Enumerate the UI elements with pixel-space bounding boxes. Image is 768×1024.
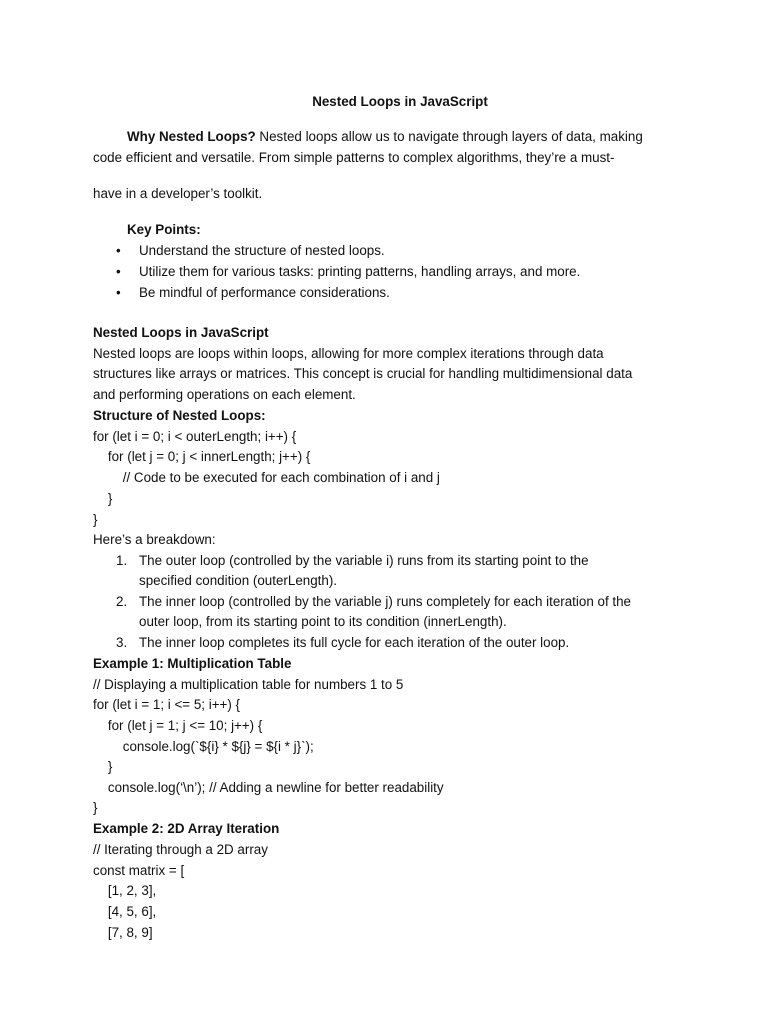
structure-heading: Structure of Nested Loops: bbox=[93, 408, 266, 423]
bullet-dot: • bbox=[116, 243, 121, 258]
section-heading: Nested Loops in JavaScript bbox=[93, 325, 269, 340]
code-line: for (let j = 1; j <= 10; j++) { bbox=[93, 718, 263, 733]
code-line: // Displaying a multiplication table for numbers 1 to 5 bbox=[93, 677, 404, 692]
code-line: } bbox=[93, 759, 113, 774]
code-line: // Code to be executed for each combination of i and j bbox=[93, 470, 440, 485]
breakdown-intro: Here’s a breakdown: bbox=[93, 532, 216, 547]
bullet-dot: • bbox=[116, 285, 121, 300]
example-heading: Example 1: Multiplication Table bbox=[93, 656, 292, 671]
list-item-line: The inner loop completes its full cycle for each iteration of the outer loop. bbox=[139, 635, 570, 650]
code-line: [4, 5, 6], bbox=[93, 904, 157, 919]
intro-line-3: have in a developer’s toolkit. bbox=[93, 186, 263, 201]
code-line: console.log(‘\n’); // Adding a newline for better readability bbox=[93, 780, 444, 795]
list-item-line: outer loop, from its starting point to its condition (innerLength). bbox=[139, 614, 507, 629]
code-line: } bbox=[93, 800, 98, 815]
list-item-line: The outer loop (controlled by the variable i) runs from its starting point to the bbox=[139, 553, 589, 568]
bullet-dot: • bbox=[116, 264, 121, 279]
list-number: 1. bbox=[116, 553, 128, 568]
section-paragraph-line: Nested loops are loops within loops, allowing for more complex iterations through data bbox=[93, 346, 604, 361]
intro-line-2: code efficient and versatile. From simple patterns to complex algorithms, they’re a must- bbox=[93, 150, 615, 165]
list-item-line: The inner loop (controlled by the variable j) runs completely for each iteration of the bbox=[139, 594, 631, 609]
list-item: Utilize them for various tasks: printing patterns, handling arrays, and more. bbox=[139, 264, 581, 279]
code-line: [1, 2, 3], bbox=[93, 883, 157, 898]
list-number: 3. bbox=[116, 635, 128, 650]
intro-line-1 bbox=[93, 128, 643, 146]
code-line: } bbox=[93, 512, 98, 527]
section-paragraph-line: and performing operations on each element. bbox=[93, 387, 356, 402]
list-item: Understand the structure of nested loops. bbox=[139, 243, 385, 258]
page-title: Nested Loops in JavaScript bbox=[312, 94, 488, 109]
code-line: [7, 8, 9] bbox=[93, 925, 153, 940]
intro-text-1: Nested loops allow us to navigate through layers of data, making bbox=[255, 129, 643, 144]
code-line: for (let i = 0; i < outerLength; i++) { bbox=[93, 429, 297, 444]
example-heading: Example 2: 2D Array Iteration bbox=[93, 821, 280, 836]
code-line: for (let i = 1; i <= 5; i++) { bbox=[93, 697, 241, 712]
list-number: 2. bbox=[116, 594, 128, 609]
key-points-heading: Key Points: bbox=[127, 222, 201, 237]
code-line: const matrix = [ bbox=[93, 863, 185, 878]
list-item: Be mindful of performance considerations. bbox=[139, 285, 390, 300]
list-item-line: specified condition (outerLength). bbox=[139, 573, 338, 588]
code-line: for (let j = 0; j < innerLength; j++) { bbox=[93, 449, 311, 464]
intro-lead: Why Nested Loops? bbox=[127, 129, 256, 144]
code-line: } bbox=[93, 491, 113, 506]
section-paragraph-line: structures like arrays or matrices. This concept is crucial for handling multidimensional data bbox=[93, 366, 633, 381]
code-line: // Iterating through a 2D array bbox=[93, 842, 268, 857]
code-line: console.log(`${i} * ${j} = ${i * j}`); bbox=[93, 739, 314, 754]
